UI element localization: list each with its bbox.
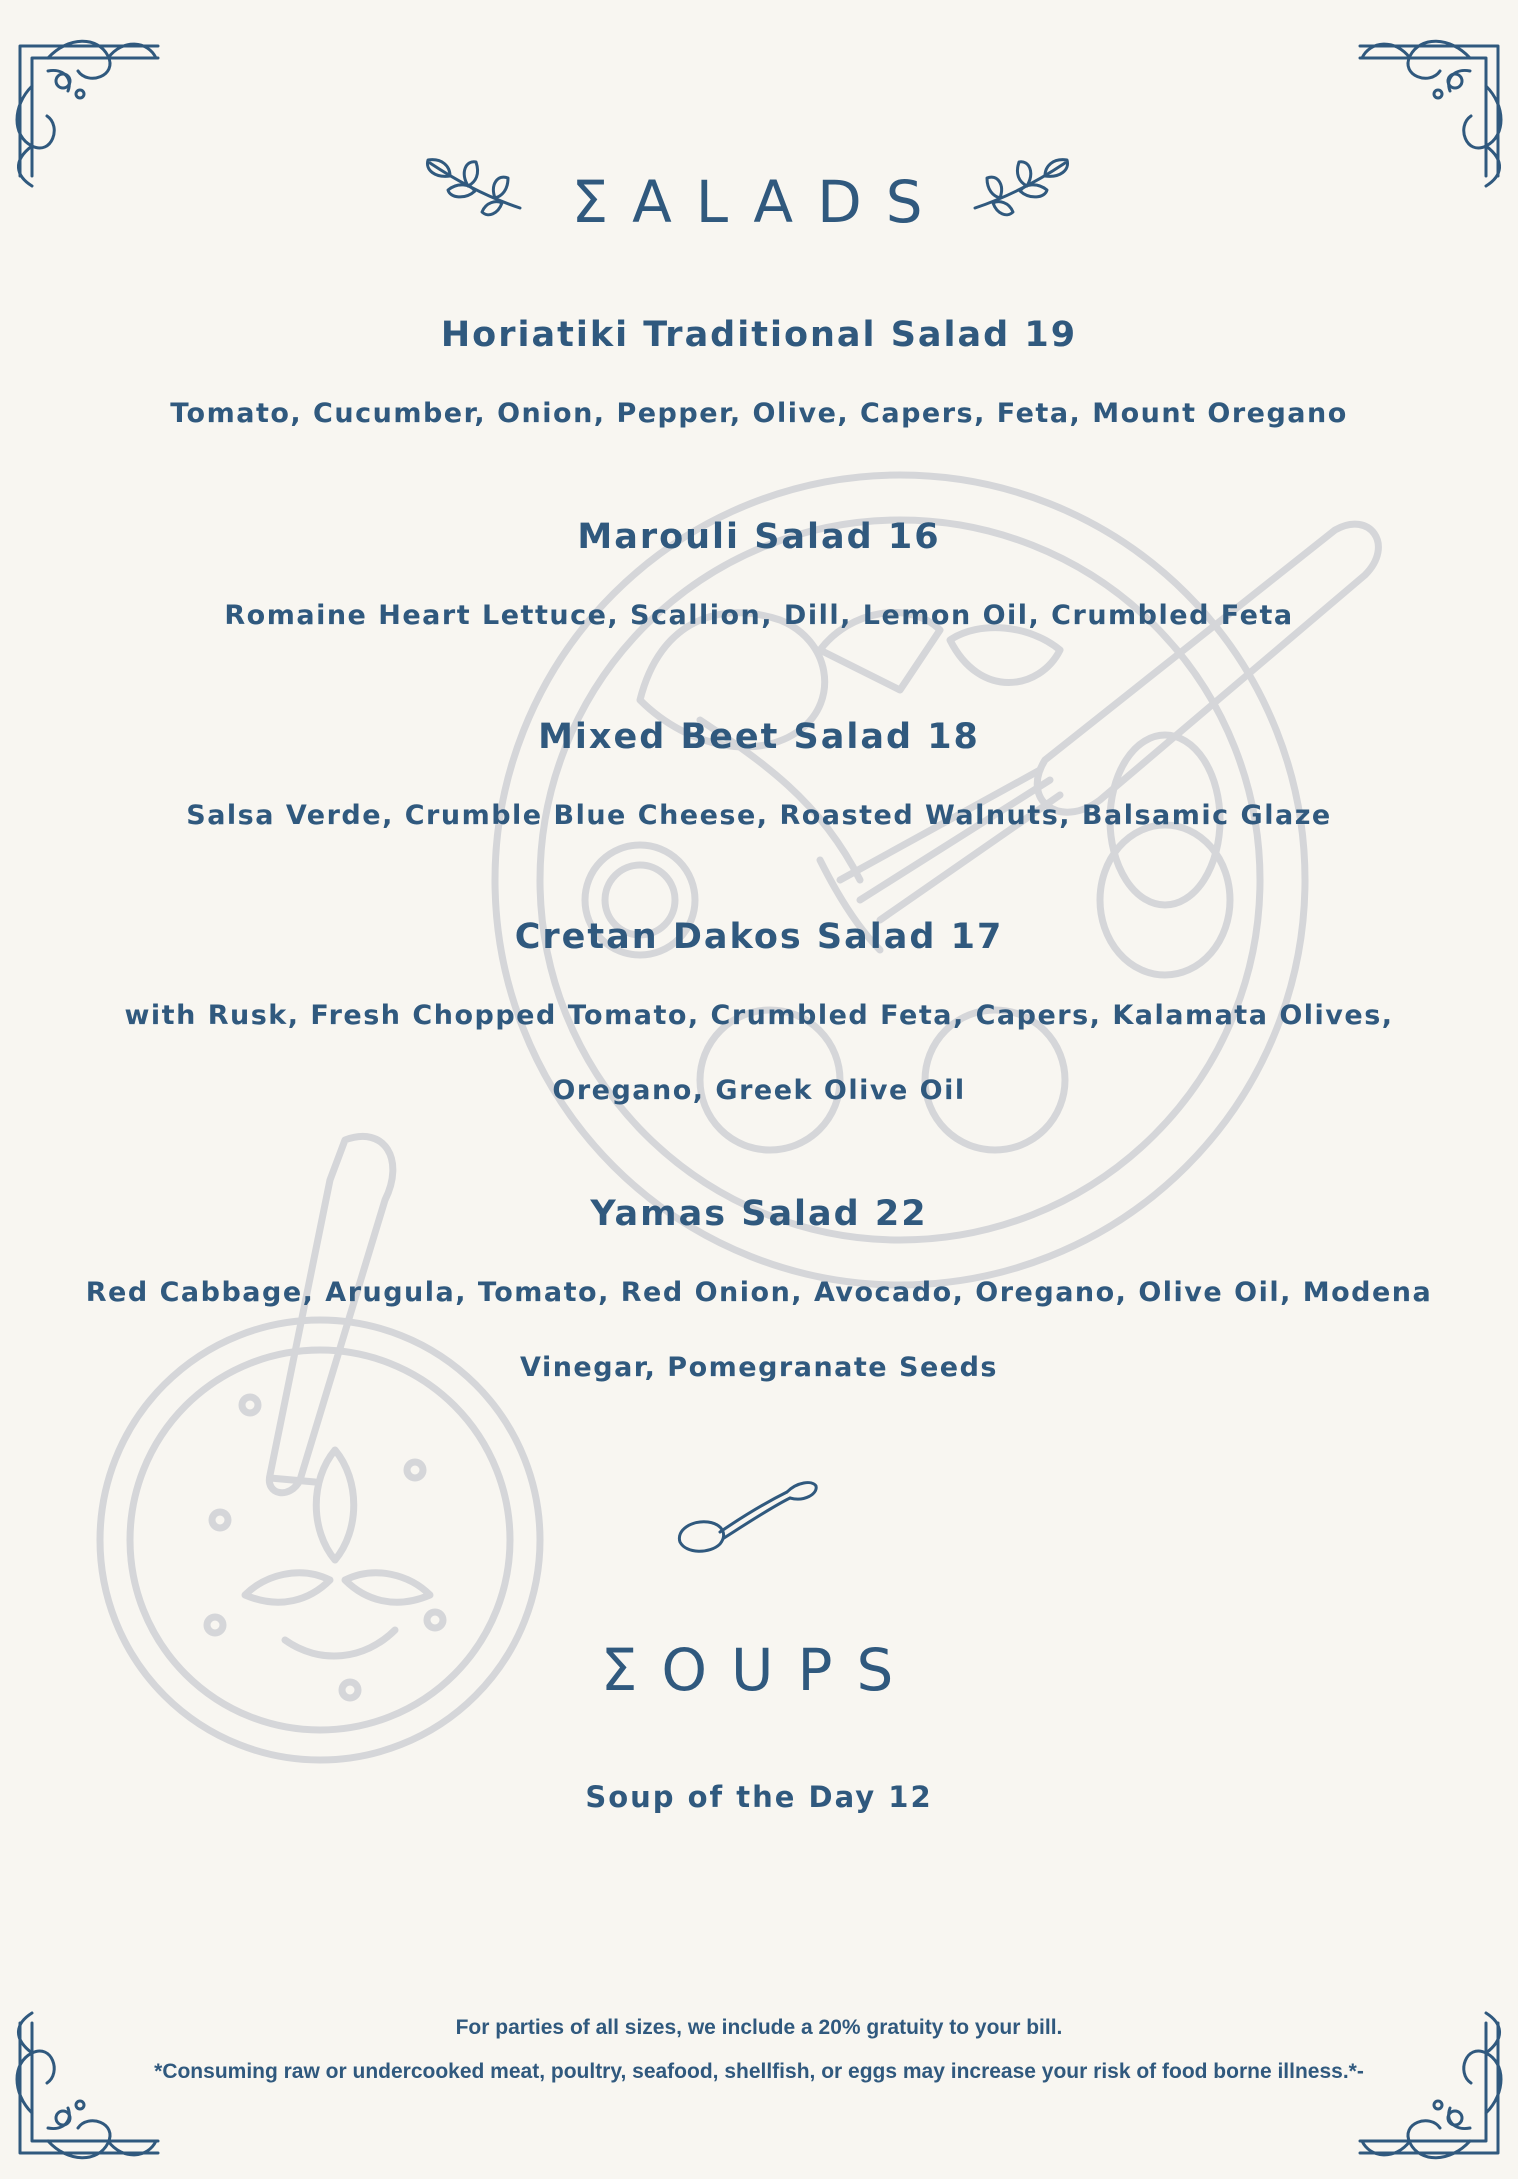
menu-item-name: Horiatiki Traditional Salad 19 [440, 315, 1078, 355]
menu-item-name: Soup of the Day 12 [585, 1780, 933, 1814]
food-safety-warning: *Consuming raw or undercooked meat, poultry, seafood, shellfish, or eggs may increase your risk of food borne illness.*- [154, 2060, 1364, 2083]
spoon-icon [672, 1472, 822, 1562]
menu-item-description: Red Cabbage, Arugula, Tomato, Red Onion, Avocado, Oregano, Olive Oil, Modena [85, 1277, 1433, 1308]
menu-item-description: with Rusk, Fresh Chopped Tomato, Crumbled Feta, Capers, Kalamata Olives, [124, 1000, 1394, 1031]
menu-item-description: Vinegar, Pomegranate Seeds [520, 1352, 998, 1383]
menu-item-name: Yamas Salad 22 [590, 1194, 928, 1234]
laurel-sprig-icon [965, 148, 1075, 228]
soups-title: ΣOUPS [600, 1636, 918, 1704]
menu-item-description: Romaine Heart Lettuce, Scallion, Dill, Lemon Oil, Crumbled Feta [224, 600, 1294, 631]
menu-item-name: Mixed Beet Salad 18 [538, 717, 980, 757]
gratuity-note: For parties of all sizes, we include a 20% gratuity to your bill. [455, 2016, 1063, 2039]
menu-item-name: Cretan Dakos Salad 17 [514, 917, 1004, 957]
menu-item-description: Oregano, Greek Olive Oil [552, 1075, 966, 1106]
salads-title: ΣALADS [571, 168, 947, 236]
menu-item-description: Tomato, Cucumber, Onion, Pepper, Olive, Capers, Feta, Mount Oregano [170, 398, 1348, 429]
menu-item-name: Marouli Salad 16 [577, 517, 941, 557]
salad-bowl-illustration [495, 475, 1378, 1285]
menu-item-description: Salsa Verde, Crumble Blue Cheese, Roasted Walnuts, Balsamic Glaze [186, 800, 1332, 831]
